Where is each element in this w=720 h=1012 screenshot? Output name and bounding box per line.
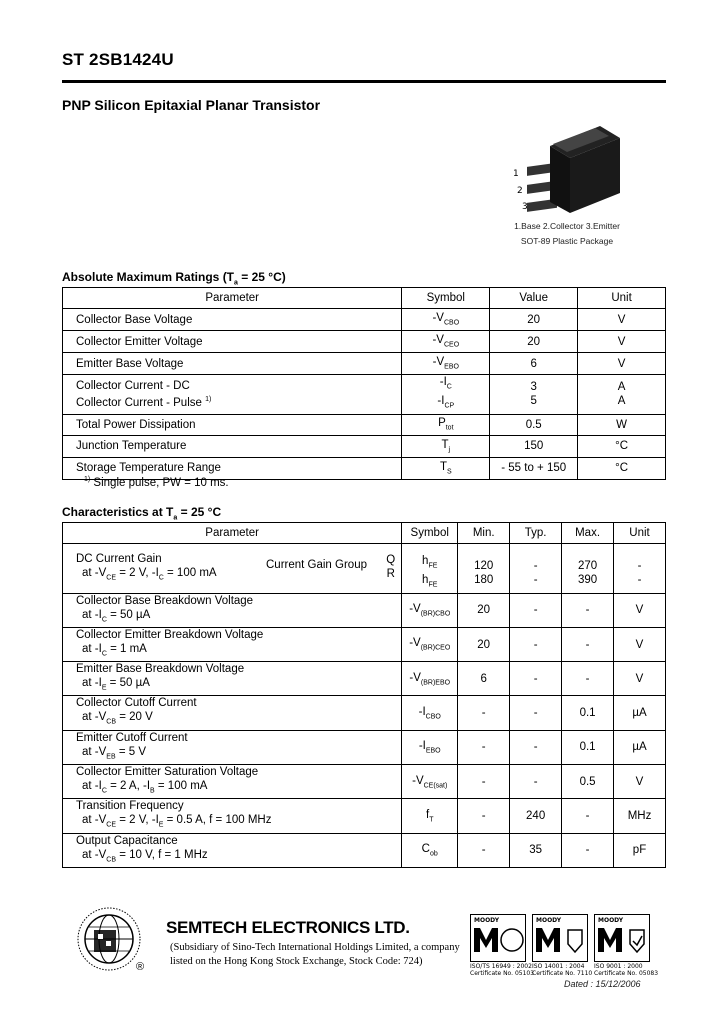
max-cell: 270 390 — [562, 544, 614, 594]
unit-cell: V — [614, 765, 666, 799]
symbol-cell: $T_j$ — [402, 435, 490, 457]
unit-cell: V — [614, 593, 666, 627]
param-cell: DC Current Gain at $-V_{CE} = 2$ V, $-I_C = 100$ mA Current Gain Group Q R — [63, 544, 402, 594]
typ-cell: - — [510, 627, 562, 661]
param-cell: Emitter Cutoff Current at $-V_{EB} = 5$ V — [63, 730, 402, 764]
param-cell: Collector Emitter Breakdown Voltage at $-I_C = 1$ mA — [63, 627, 402, 661]
table-row — [63, 662, 666, 696]
symbol-cell: $f_T$ — [402, 799, 458, 833]
typ-cell: 35 — [510, 833, 562, 867]
table-row — [63, 544, 666, 594]
company-subsidiary-line: (Subsidiary of Sino-Tech International Holdings Limited, a company — [170, 942, 460, 953]
company-name: SEMTECH ELECTRONICS LTD. — [166, 918, 410, 937]
table-row — [63, 435, 666, 457]
param-cell: Storage Temperature Range — [63, 457, 402, 479]
max-cell: - — [562, 833, 614, 867]
col-header-max: Max. — [562, 523, 614, 544]
svg-text:MOODY: MOODY — [474, 917, 500, 924]
pin-label-1: 1 — [513, 169, 519, 179]
header-rule — [62, 80, 666, 83]
typ-cell: - — [510, 593, 562, 627]
typ-cell: - — [510, 765, 562, 799]
unit-cell: µA — [614, 696, 666, 730]
max-cell: - — [562, 593, 614, 627]
max-cell: - — [562, 662, 614, 696]
symbol-cell: $-I_C$ $-I_{CP}$ — [402, 375, 490, 415]
abs-max-table — [62, 287, 666, 480]
unit-cell: A A — [578, 375, 666, 415]
moody-cert-icon — [470, 914, 526, 962]
typ-cell: - - — [510, 544, 562, 594]
unit-cell: V — [614, 627, 666, 661]
symbol-cell: $-V_{CEO}$ — [402, 331, 490, 353]
unit-cell: °C — [578, 435, 666, 457]
col-header-unit: Unit — [614, 523, 666, 544]
min-cell: - — [458, 696, 510, 730]
unit-cell: pF — [614, 833, 666, 867]
min-cell: - — [458, 799, 510, 833]
table-row — [63, 696, 666, 730]
unit-cell: - - — [614, 544, 666, 594]
value-cell: 3 5 — [490, 375, 578, 415]
min-cell: 20 — [458, 627, 510, 661]
unit-cell: W — [578, 414, 666, 435]
table-row — [63, 627, 666, 661]
unit-cell: µA — [614, 730, 666, 764]
param-cell: Collector Cutoff Current at $-V_{CB} = 20$ V — [63, 696, 402, 730]
table-row — [63, 375, 666, 415]
symbol-cell: $P_{tot}$ — [402, 414, 490, 435]
col-header-min: Min. — [458, 523, 510, 544]
col-header-parameter: Parameter — [63, 523, 402, 544]
param-cell: Total Power Dissipation — [63, 414, 402, 435]
package-caption: SOT-89 Plastic Package — [520, 236, 614, 246]
characteristics-title: Characteristics at $T_a = 25$ °C — [62, 505, 222, 522]
value-cell: 20 — [490, 331, 578, 353]
pin-caption: 1.Base 2.Collector 3.Emitter — [514, 221, 620, 231]
unit-cell: V — [578, 353, 666, 375]
table-row — [63, 833, 666, 867]
symbol-cell: $h_{FE}$ $h_{FE}$ — [402, 544, 458, 594]
max-cell: 0.5 — [562, 765, 614, 799]
min-cell: 120 180 — [458, 544, 510, 594]
col-header-unit: Unit — [578, 288, 666, 309]
pin-label-2: 2 — [517, 186, 523, 196]
param-cell: Collector Base Breakdown Voltage at $-I_C = 50$ µA — [63, 593, 402, 627]
col-header-symbol: Symbol — [402, 523, 458, 544]
min-cell: - — [458, 765, 510, 799]
param-cell: Collector Emitter Voltage — [63, 331, 402, 353]
typ-cell: - — [510, 662, 562, 696]
table-row — [63, 353, 666, 375]
symbol-cell: $-V_{(BR)CBO}$ — [402, 593, 458, 627]
param-cell: Junction Temperature — [63, 435, 402, 457]
param-cell: Collector Emitter Saturation Voltage at $-I_C = 2$ A, $-I_B = 100$ mA — [63, 765, 402, 799]
symbol-cell: $T_S$ — [402, 457, 490, 479]
symbol-cell: $-V_{CE(sat)}$ — [402, 765, 458, 799]
min-cell: 6 — [458, 662, 510, 696]
col-header-symbol: Symbol — [402, 288, 490, 309]
company-listing-line: listed on the Hong Kong Stock Exchange, Stock Code: 724) — [170, 956, 423, 967]
min-cell: - — [458, 730, 510, 764]
unit-cell: °C — [578, 457, 666, 479]
pin-label-3: 3 — [522, 202, 528, 212]
cert-badge-iso-ts: MOODY ISO/TS 16949 : 2002 Certificate No. 05103 — [470, 914, 526, 974]
max-cell: 0.1 — [562, 696, 614, 730]
table-row — [63, 593, 666, 627]
max-cell: - — [562, 627, 614, 661]
table-row — [63, 799, 666, 833]
cert-badge-iso-14001: MOODY ISO 14001 : 2004 Certificate No. 7110 — [532, 914, 588, 974]
value-cell: 20 — [490, 309, 578, 331]
typ-cell: - — [510, 696, 562, 730]
unit-cell: MHz — [614, 799, 666, 833]
semtech-globe-logo — [76, 906, 145, 973]
symbol-cell: $-I_{EBO}$ — [402, 730, 458, 764]
symbol-cell: $C_{ob}$ — [402, 833, 458, 867]
dated-stamp: Dated : 15/12/2006 — [564, 979, 641, 989]
min-cell: - — [458, 833, 510, 867]
value-cell: 0.5 — [490, 414, 578, 435]
unit-cell: V — [578, 331, 666, 353]
symbol-cell: $-V_{EBO}$ — [402, 353, 490, 375]
param-cell: Collector Current - DC Collector Current - Pulse $^{1)}$ — [63, 375, 402, 415]
typ-cell: - — [510, 730, 562, 764]
col-header-value: Value — [490, 288, 578, 309]
value-cell: - 55 to + 150 — [490, 457, 578, 479]
param-cell: Transition Frequency at $-V_{CE} = 2$ V, $-I_E = 0.5$ A, f = 100 MHz — [63, 799, 402, 833]
table-row — [63, 414, 666, 435]
svg-text:MOODY: MOODY — [536, 917, 562, 924]
symbol-cell: $-V_{(BR)EBO}$ — [402, 662, 458, 696]
table-row — [63, 765, 666, 799]
param-cell: Output Capacitance at $-V_{CB} = 10$ V, f = 1 MHz — [63, 833, 402, 867]
cert-badge-iso-9001: MOODY ISO 9001 : 2000 Certificate No. 05083 — [594, 914, 650, 974]
table-row — [63, 331, 666, 353]
value-cell: 6 — [490, 353, 578, 375]
part-number-title: ST 2SB1424U — [62, 50, 174, 69]
unit-cell: V — [614, 662, 666, 696]
characteristics-table — [62, 522, 666, 868]
param-cell: Emitter Base Breakdown Voltage at $-I_E = 50$ µA — [63, 662, 402, 696]
table-row — [63, 309, 666, 331]
col-header-typ: Typ. — [510, 523, 562, 544]
table-row — [63, 730, 666, 764]
moody-cert-icon — [532, 914, 588, 962]
typ-cell: 240 — [510, 799, 562, 833]
max-cell: - — [562, 799, 614, 833]
value-cell: 150 — [490, 435, 578, 457]
moody-cert-icon — [594, 914, 650, 962]
footnote-single-pulse: $^{1)}$ Single pulse, PW = 10 ms. — [84, 476, 229, 489]
max-cell: 0.1 — [562, 730, 614, 764]
col-header-parameter: Parameter — [63, 288, 402, 309]
registered-mark: ® — [136, 961, 145, 973]
characteristics-header-row — [63, 523, 666, 544]
symbol-cell: $-I_{CBO}$ — [402, 696, 458, 730]
abs-max-title: Absolute Maximum Ratings ($T_a = 25$ °C) — [62, 270, 286, 287]
device-description: PNP Silicon Epitaxial Planar Transistor — [62, 97, 321, 113]
param-cell: Emitter Base Voltage — [63, 353, 402, 375]
min-cell: 20 — [458, 593, 510, 627]
abs-max-header-row — [63, 288, 666, 309]
param-cell: Collector Base Voltage — [63, 309, 402, 331]
symbol-cell: $-V_{CBO}$ — [402, 309, 490, 331]
svg-text:MOODY: MOODY — [598, 917, 624, 924]
unit-cell: V — [578, 309, 666, 331]
symbol-cell: $-V_{(BR)CEO}$ — [402, 627, 458, 661]
